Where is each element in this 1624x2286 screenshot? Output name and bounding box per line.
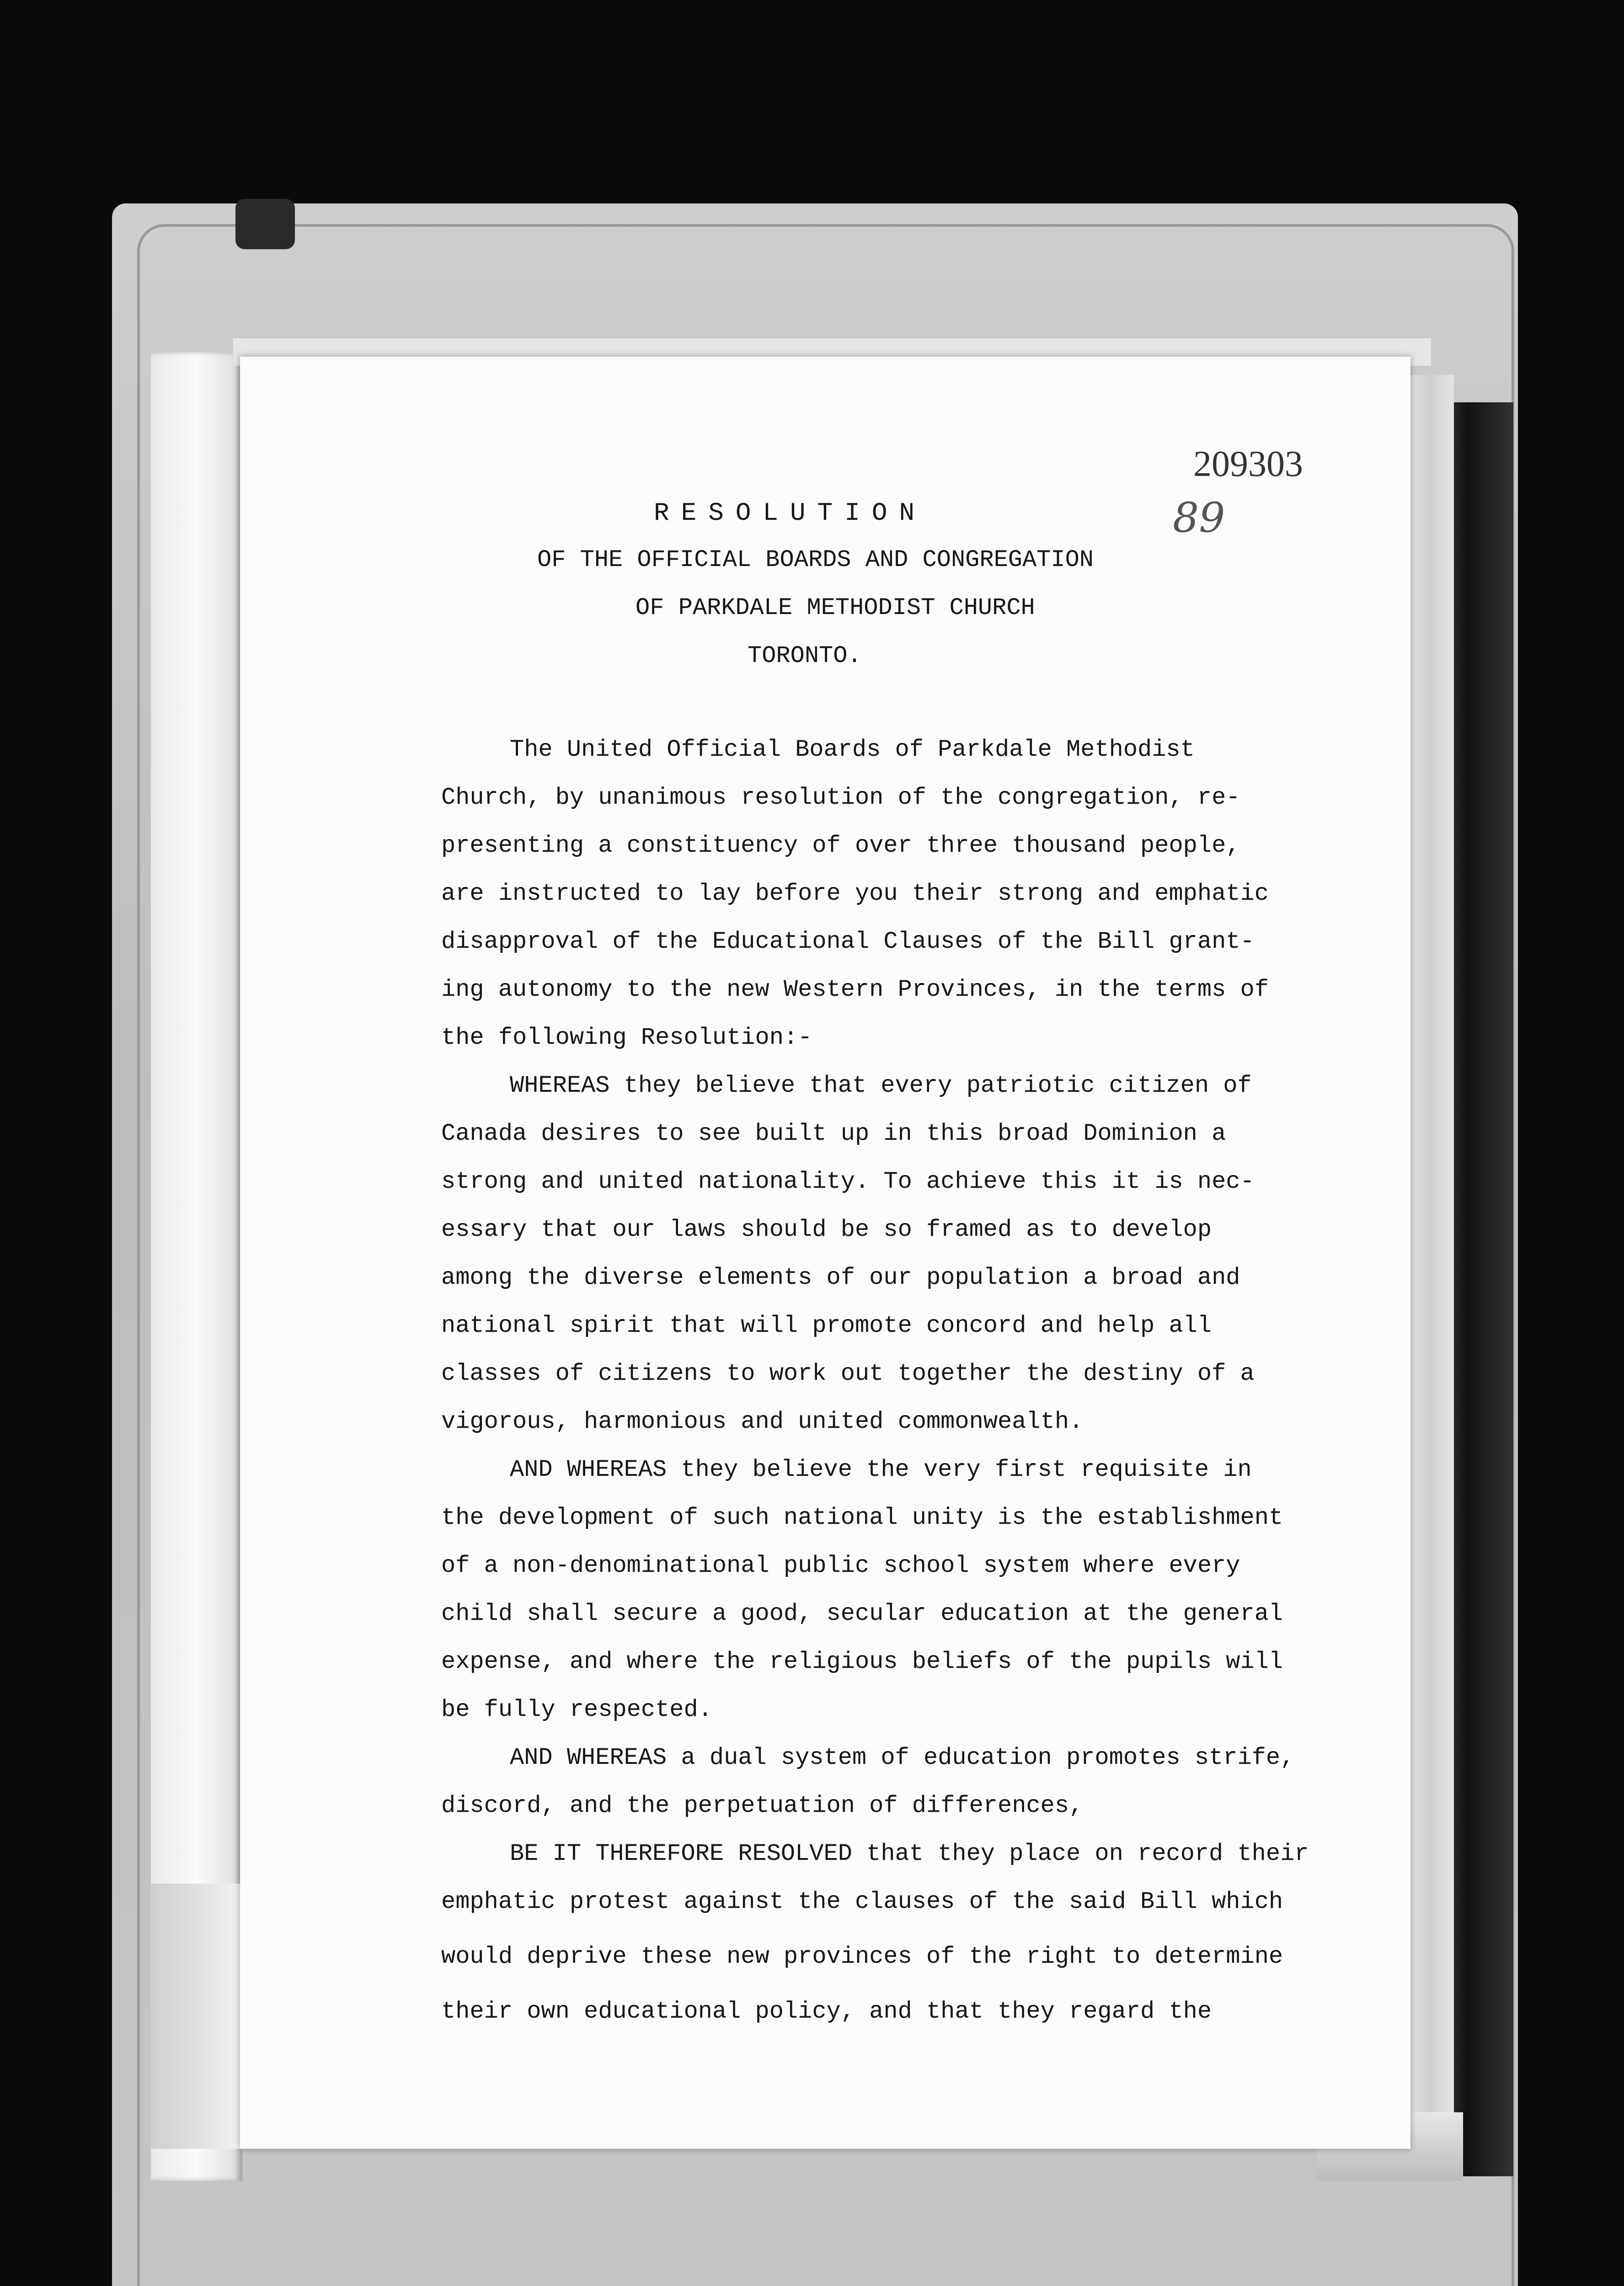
body-line: vigorous, harmonious and united commonwealth. [441, 1408, 1084, 1435]
body-line: emphatic protest against the clauses of the said Bill which [441, 1888, 1283, 1915]
binder-clip [235, 199, 295, 249]
body-line: disapproval of the Educational Clauses of the Bill grant- [441, 928, 1255, 955]
document-title: RESOLUTION [654, 498, 927, 528]
body-line: among the diverse elements of our population a broad and [441, 1264, 1240, 1291]
heading-line-1: OF THE OFFICIAL BOARDS AND CONGREGATION [537, 546, 1094, 573]
body-line: are instructed to lay before you their strong and emphatic [441, 880, 1269, 907]
heading-line-3: TORONTO. [748, 642, 862, 669]
body-line: the development of such national unity is the establishment [441, 1504, 1283, 1531]
body-line: classes of citizens to work out together the destiny of a [441, 1360, 1255, 1387]
body-line: their own educational policy, and that they regard the [441, 1998, 1212, 2025]
body-line: strong and united nationality. To achieve this it is nec- [441, 1168, 1255, 1195]
heading-line-2: OF PARKDALE METHODIST CHURCH [636, 594, 1035, 621]
archive-stamp-number: 209303 [1193, 444, 1303, 484]
body-line: Church, by unanimous resolution of the congregation, re- [441, 784, 1240, 811]
body-line: child shall secure a good, secular education at the general [441, 1600, 1283, 1627]
body-line: be fully respected. [441, 1696, 712, 1723]
body-line: of a non-denominational public school system where every [441, 1552, 1240, 1579]
body-line: presenting a constituency of over three thousand people, [441, 832, 1240, 859]
body-line: BE IT THEREFORE RESOLVED that they place on record their [510, 1840, 1309, 1867]
body-line: ing autonomy to the new Western Provinces, in the terms of [441, 976, 1269, 1003]
body-line: expense, and where the religious beliefs of the pupils will [441, 1648, 1283, 1675]
body-line: WHEREAS they believe that every patriotic citizen of [510, 1072, 1252, 1099]
body-line: discord, and the perpetuation of differences, [441, 1792, 1084, 1819]
body-line: the following Resolution:- [441, 1024, 812, 1051]
body-line: The United Official Boards of Parkdale Methodist [510, 736, 1195, 763]
body-line: would deprive these new provinces of the right to determine [441, 1943, 1283, 1970]
body-line: Canada desires to see built up in this broad Dominion a [441, 1120, 1226, 1147]
body-line: national spirit that will promote concord and help all [441, 1312, 1212, 1339]
body-line: AND WHEREAS they believe the very first requisite in [510, 1456, 1252, 1483]
body-line: AND WHEREAS a dual system of education promotes strife, [510, 1744, 1295, 1771]
document-page [240, 357, 1410, 2149]
body-line: essary that our laws should be so framed as to develop [441, 1216, 1212, 1243]
handwritten-note: 89 [1173, 494, 1225, 542]
left-page-tabs [151, 1884, 242, 2149]
